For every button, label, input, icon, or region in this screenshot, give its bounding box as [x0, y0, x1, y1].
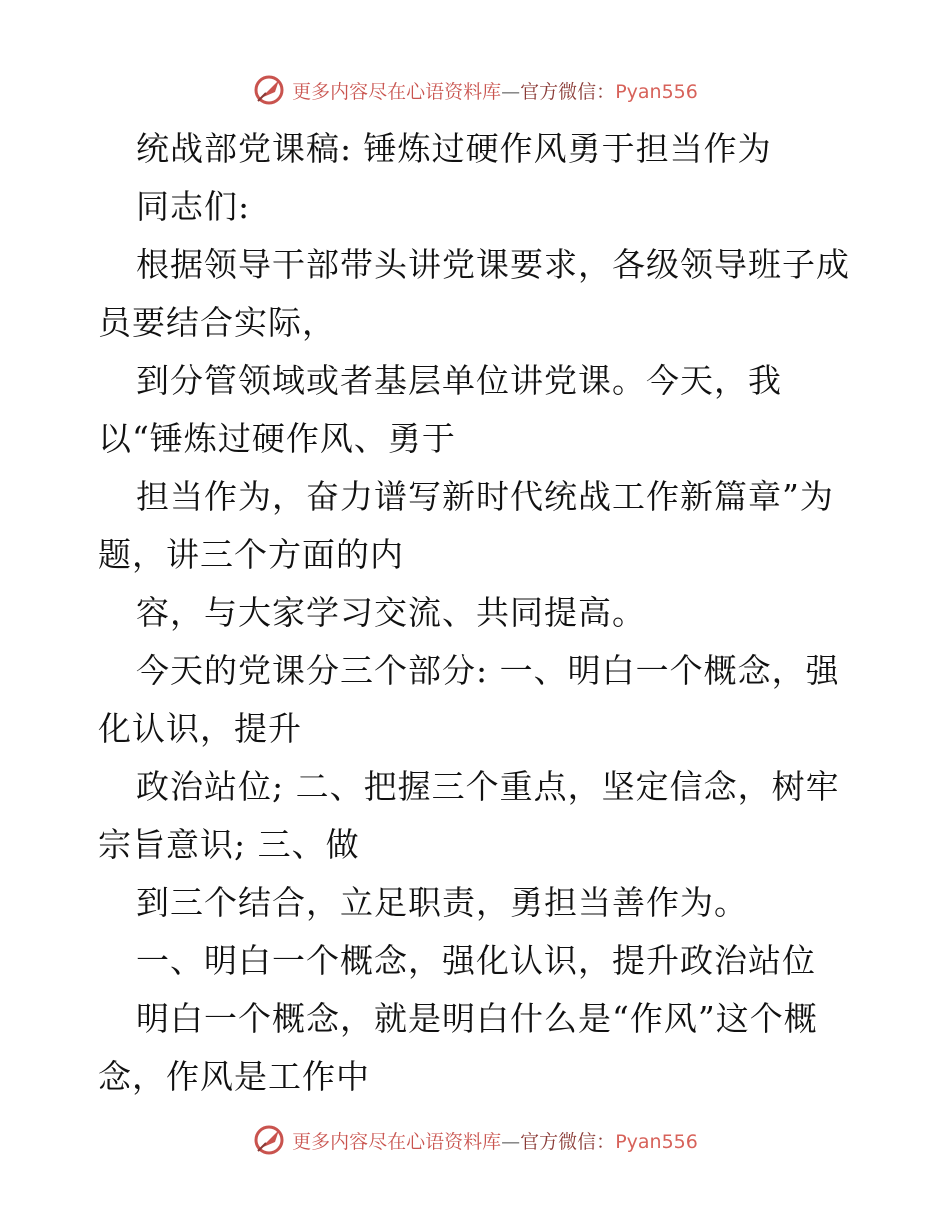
paragraph-line: 题，讲三个方面的内 [98, 535, 404, 574]
paragraph-line: 担当作为，奋力谱写新时代统战工作新篇章”为 [136, 477, 834, 516]
document-body [98, 120, 858, 1106]
document-title: 统战部党课稿: 锤炼过硬作风勇于担当作为 [136, 129, 772, 168]
paragraph-line: 今天的党课分三个部分: 一、明白一个概念，强 [136, 651, 840, 690]
banner-text: 更多内容尽在心语资料库—官方微信：Pyan556 [292, 80, 698, 103]
section-heading: 一、明白一个概念，强化认识，提升政治站位 [136, 941, 816, 980]
footer-banner [0, 1120, 950, 1160]
paragraph-line: 到分管领域或者基层单位讲党课。今天，我 [136, 361, 782, 400]
paragraph-line: 到三个结合，立足职责，勇担当善作为。 [136, 883, 748, 922]
paragraph-line: 化认识，提升 [98, 709, 302, 748]
paragraph-line: 以“锤炼过硬作风、勇于 [98, 419, 456, 458]
quill-logo-icon [252, 1123, 286, 1157]
paragraph-line: 容，与大家学习交流、共同提高。 [136, 593, 646, 632]
quill-logo-icon [252, 73, 286, 107]
header-banner [0, 70, 950, 110]
paragraph-line: 宗旨意识; 三、做 [98, 825, 360, 864]
banner-text: 更多内容尽在心语资料库—官方微信：Pyan556 [292, 1130, 698, 1153]
paragraph-line: 明白一个概念，就是明白什么是“作风”这个概 [136, 999, 818, 1038]
salutation: 同志们: [136, 187, 251, 226]
paragraph-line: 念，作风是工作中 [98, 1057, 370, 1096]
paragraph-line: 政治站位; 二、把握三个重点，坚定信念，树牢 [136, 767, 840, 806]
paragraph-line: 根据领导干部带头讲党课要求，各级领导班子成 [136, 245, 850, 284]
paragraph-line: 员要结合实际， [98, 303, 336, 342]
